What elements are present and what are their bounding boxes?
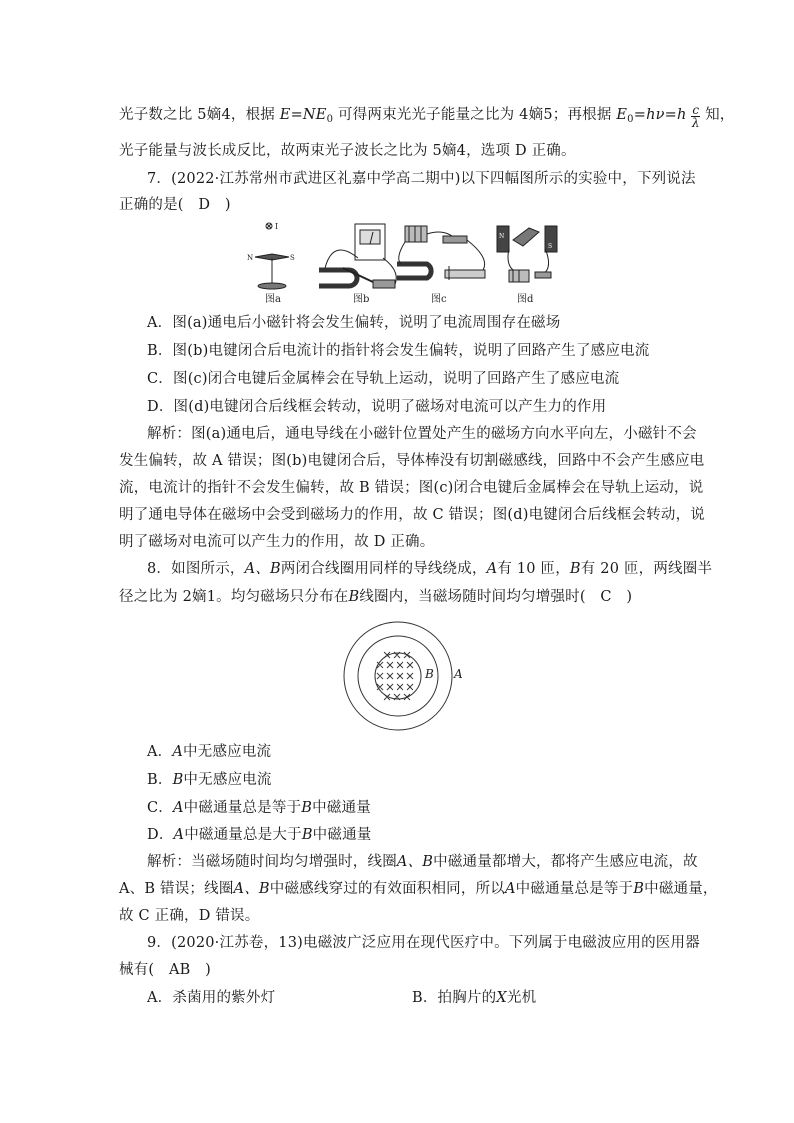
q9-stem-line-1: 9．(2020·江苏卷，13)电磁波广泛应用在现代医疗中。下列属于电磁波应用的医用器: [147, 935, 700, 951]
figure-d-label: 图d: [517, 294, 534, 305]
q8-analysis-line-1: 解析：当磁场随时间均匀增强时，线圈A、B中磁通量都增大，都将产生感应电流，故: [147, 854, 698, 870]
svg-text:N: N: [247, 254, 254, 262]
q8-analysis-line-3: 故 C 正确，D 错误。: [119, 908, 260, 924]
q7-analysis-line-4: 明了通电导体在磁场中会受到磁场力的作用，故 C 错误；图(d)电键闭合后线框会转动，说: [119, 507, 706, 523]
q7-option-c: C．图(c)闭合电键后金属棒会在导轨上运动，说明了回路产生了感应电流: [147, 371, 620, 387]
figure-d: [497, 226, 557, 305]
figure-b: [319, 224, 396, 305]
current-into-page-mark: I: [275, 222, 279, 231]
q9-option-b: B．拍胸片的X光机: [412, 990, 537, 1006]
figure-a: [247, 222, 295, 305]
svg-text:N: N: [499, 233, 505, 240]
q7-option-d: D．图(d)电键闭合后线框会转动，说明了磁场对电流可以产生力的作用: [147, 399, 607, 415]
q7-experiment-figures: [245, 218, 565, 308]
q7-option-a: A．图(a)通电后小磁针将会发生偏转，说明了电流周围存在磁场: [147, 315, 561, 331]
q8-coil-figure: [331, 620, 471, 732]
figure-b-label: 图b: [353, 294, 370, 305]
coil-a-label: A: [454, 667, 463, 681]
coil-a: [344, 622, 452, 730]
q8-stem-line-1: 8．如图所示，A、B两闭合线圈用同样的导线绕成，A有 10 匝，B有 20 匝，两线圈半: [147, 561, 713, 577]
q7-analysis-line-5: 明了磁场对电流可以产生力的作用，故 D 正确。: [119, 534, 435, 550]
q8-option-a: A．A中无感应电流: [147, 744, 272, 760]
svg-text:S: S: [290, 254, 295, 262]
q9-option-a: A．杀菌用的紫外灯: [147, 990, 276, 1006]
figure-a-label: 图a: [265, 294, 281, 305]
svg-text:S: S: [548, 243, 553, 250]
figure-c: [397, 226, 485, 305]
q7-option-b: B．图(b)电键闭合后电流计的指针将会发生偏转，说明了回路产生了感应电流: [147, 343, 650, 359]
magnetic-field-region: [375, 653, 421, 699]
q8-option-c: C．A中磁通量总是等于B中磁通量: [147, 800, 371, 816]
q8-stem-line-2: 径之比为 2嫡1。均匀磁场只分布在B线圈内，当磁场随时间均匀增强时( C ): [119, 589, 633, 605]
coil-b-label: B: [425, 667, 434, 681]
q7-stem-line-1: 7．(2022·江苏常州市武进区礼嘉中学高二期中)以下四幅图所示的实验中，下列说法: [147, 171, 696, 187]
q8-option-b: B．B中无感应电流: [147, 772, 272, 788]
q7-analysis-line-1: 解析：图(a)通电后，通电导线在小磁针位置处产生的磁场方向水平向左，小磁针不会: [147, 426, 697, 442]
q7-stem-line-2: 正确的是( D ): [119, 197, 231, 213]
c-over-lambda-fraction: $\frac{c}{\lambda}$: [691, 103, 700, 130]
q9-stem-line-2: 械有( AB ): [119, 962, 212, 978]
q6-analysis-line-2: 光子能量与波长成反比，故两束光子波长之比为 5嫡4，选项 D 正确。: [119, 143, 576, 159]
q7-analysis-line-2: 发生偏转，故 A 错误；图(b)电键闭合后，导体棒没有切割磁感线，回路中不会产生感应电: [119, 453, 705, 469]
q8-analysis-line-2: A、B 错误；线圈A、B中磁感线穿过的有效面积相同，所以A中磁通量总是等于B中磁通量，: [119, 881, 718, 897]
q8-option-d: D．A中磁通量总是大于B中磁通量: [147, 827, 372, 843]
q7-analysis-line-3: 流，电流计的指针不会发生偏转，故 B 错误；图(c)闭合电键后金属棒会在导轨上运动，说: [119, 480, 704, 496]
q6-analysis-line-1: 光子数之比 5嫡4，根据 $E=NE_0$ 可得两束光光子能量之比为 4嫡5；再根据 $E_0=h\nu=h$ $\frac{c}{\lambda}$ 知，: [119, 103, 735, 130]
figure-c-label: 图c: [431, 294, 447, 305]
